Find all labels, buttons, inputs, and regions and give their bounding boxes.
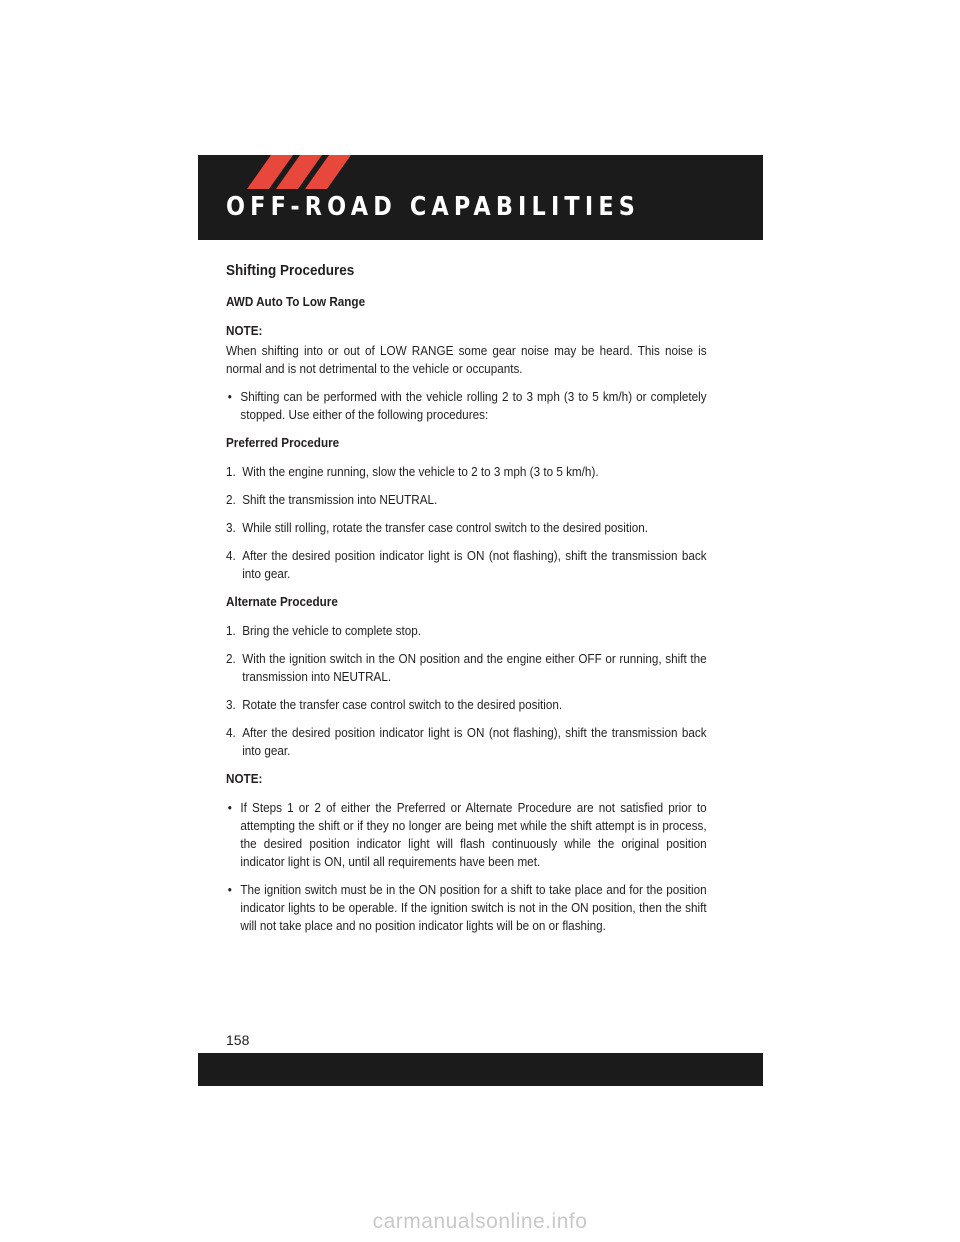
list-item [226, 519, 707, 537]
step-number: 2. [226, 492, 236, 507]
alternate-steps [226, 622, 707, 760]
step-number: 4. [226, 548, 236, 563]
bullet-icon: • [227, 389, 232, 404]
step-text: Bring the vehicle to complete stop. [242, 623, 422, 638]
bullet-icon: • [227, 882, 232, 897]
list-item [226, 491, 707, 509]
step-text: Shift the transmission into NEUTRAL. [242, 492, 438, 507]
list-item-text: If Steps 1 or 2 of either the Preferred or Alternate Procedure are not satisfied prior to attempting the shift or if they no longer are being met while the shift attempt is in process, the desired position indicator light will flash continuously while the original position indicator light is ON, until all requirements have been met. [240, 800, 707, 869]
footer-bar [198, 1053, 763, 1086]
step-number: 3. [226, 697, 236, 712]
page-number: 158 [226, 1032, 250, 1048]
list-item [226, 463, 707, 481]
step-number: 2. [226, 651, 236, 666]
note-label: NOTE: [226, 323, 263, 338]
list-item-text: Shifting can be performed with the vehicle rolling 2 to 3 mph (3 to 5 km/h) or completely stopped. Use either of the following procedures: [240, 389, 707, 422]
list-item [226, 650, 707, 686]
bullet-list [226, 388, 707, 424]
step-text: After the desired position indicator light is ON (not flashing), shift the transmission back into gear. [242, 548, 707, 581]
step-number: 4. [226, 725, 236, 740]
list-item [226, 881, 707, 935]
preferred-steps [226, 463, 707, 583]
step-number: 1. [226, 623, 236, 638]
list-item [226, 622, 707, 640]
section-header-bar [198, 155, 763, 240]
list-item [226, 799, 707, 871]
section-heading: Shifting Procedures [226, 262, 355, 279]
list-item-text: The ignition switch must be in the ON position for a shift to take place and for the position indicator lights to be operable. If the ignition switch is not in the ON position, then the shift will not take place and no position indicator lights will be on or flashing. [240, 882, 707, 933]
note-bullet-list [226, 799, 707, 935]
list-item [226, 724, 707, 760]
list-item [226, 547, 707, 583]
list-item [226, 696, 707, 714]
step-text: While still rolling, rotate the transfer case control switch to the desired position. [242, 520, 648, 535]
step-number: 3. [226, 520, 236, 535]
note-label: NOTE: [226, 771, 263, 786]
step-text: Rotate the transfer case control switch to the desired position. [242, 697, 563, 712]
step-text: With the engine running, slow the vehicle to 2 to 3 mph (3 to 5 km/h). [242, 464, 599, 479]
watermark-text: carmanualsonline.info [372, 1210, 588, 1233]
alternate-procedure-heading: Alternate Procedure [226, 594, 338, 609]
section-title: OFF-ROAD CAPABILITIES [226, 192, 641, 222]
step-number: 1. [226, 464, 236, 479]
content-column [226, 262, 707, 935]
list-item [226, 388, 707, 424]
step-text: After the desired position indicator light is ON (not flashing), shift the transmission back into gear. [242, 725, 707, 758]
preferred-procedure-heading: Preferred Procedure [226, 435, 340, 450]
note-text: When shifting into or out of LOW RANGE some gear noise may be heard. This noise is normal and is not detrimental to the vehicle or occupants. [226, 343, 707, 376]
subheading: AWD Auto To Low Range [226, 294, 366, 309]
bullet-icon: • [227, 800, 232, 815]
page-content [226, 262, 707, 945]
step-text: With the ignition switch in the ON position and the engine either OFF or running, shift the transmission into NEUTRAL. [242, 651, 707, 684]
